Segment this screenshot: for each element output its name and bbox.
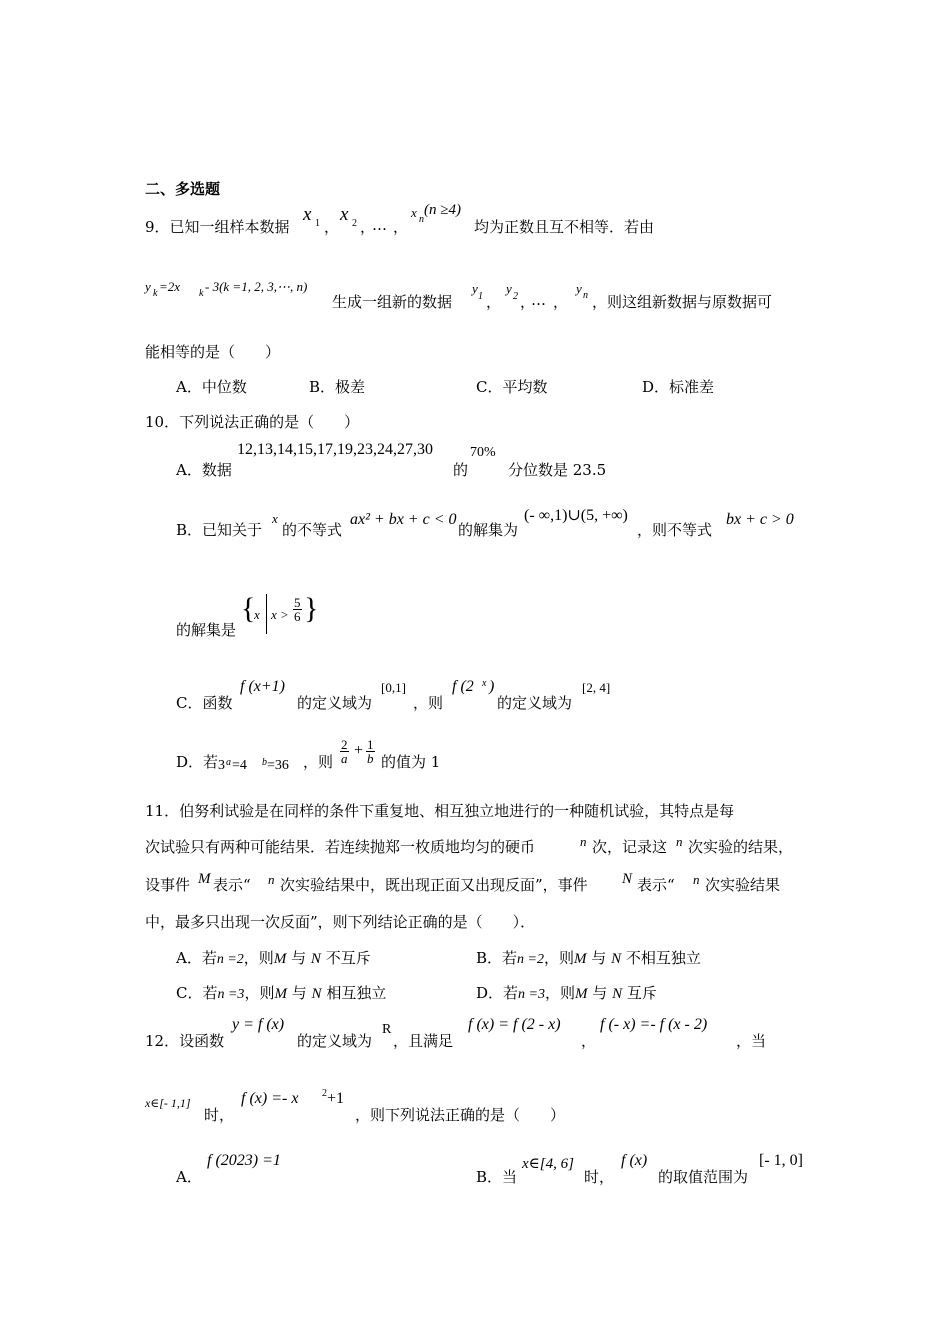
q10-c-int2: [2, 4]	[582, 680, 611, 695]
q9-tail2: 能相等的是（ ）	[145, 343, 281, 361]
q10-b-fraction	[293, 596, 302, 623]
q9-ellipsis: …	[372, 216, 387, 234]
q11-opt-b-pre: B．若	[476, 949, 518, 967]
q11-opt-c	[176, 982, 386, 1003]
q10-c-dom: 的定义域为	[297, 694, 373, 712]
q11-opt-c-M: M	[274, 986, 287, 1002]
q11-n-3: n	[268, 872, 275, 887]
q12-prefix: 12．设函数	[145, 1032, 225, 1050]
q9-option-c: C．平均数	[476, 378, 548, 396]
q11-opt-c-pre: C．若	[176, 984, 218, 1002]
q10-b-then: ，则不等式	[637, 521, 713, 539]
q11-opt-b-and: 与	[591, 949, 607, 967]
q9-option-d: D．标准差	[642, 378, 715, 396]
q11-opt-b	[476, 947, 701, 968]
q10-d-b: b	[262, 757, 267, 768]
q9-mid: 均为正数且互不相等．若由	[474, 218, 655, 236]
q9-ycomma3: ，	[553, 293, 569, 311]
q10-a-tail: 分位数是 23.5	[508, 461, 607, 479]
q11-opt-d-pre: D．若	[476, 984, 519, 1002]
q11-opt-c-cond: n =3	[217, 987, 245, 1002]
q9-comma2: ，	[360, 218, 376, 236]
q11-opt-c-then: ，则	[244, 984, 275, 1002]
q9-option-a: A．中位数	[176, 378, 247, 396]
q12-opt-b-x: x∈[4, 6]	[522, 1156, 574, 1172]
q11-opt-a-M: M	[273, 951, 287, 967]
q10-c-then: ，则	[413, 694, 444, 712]
q10-c-f2-close: )	[489, 678, 495, 695]
q11-opt-b-M: M	[574, 951, 587, 967]
q10-b-line2: 的解集是	[176, 621, 237, 639]
q9-formula-eq: =2x	[159, 279, 181, 294]
q11-line3c: 次实验结果中，既出现正面又出现反面”，事件	[280, 876, 588, 894]
q12-fx-sup: 2	[322, 1088, 327, 1099]
q9-x2-sub: 2	[352, 218, 357, 229]
q10-c-int1: [0,1]	[381, 680, 406, 695]
q9-xn-sub: n	[419, 214, 424, 225]
q11-opt-b-cond: n =2	[517, 952, 544, 967]
q12-opt-b-f: f (x)	[621, 1152, 648, 1169]
q12-opt-b-int: [- 1, 0]	[759, 1152, 803, 1169]
q12-opt-a-label: A．	[176, 1168, 202, 1186]
q10-c-f2-sup: x	[482, 678, 487, 689]
q11-n-1: n	[580, 834, 587, 849]
q11-opt-a-tail: 不互斥	[325, 949, 371, 967]
q9-x2: x	[340, 204, 349, 225]
q9-x1-sub: 1	[315, 218, 320, 229]
q9-y1-sub: 1	[478, 291, 483, 302]
q9-prefix: 9．已知一组样本数据	[145, 218, 290, 236]
q9-y2-sub: 2	[513, 291, 518, 302]
q11-line3d: 表示“	[637, 876, 675, 894]
q12-shi: 时，	[204, 1106, 235, 1124]
q11-line2c: 次实验的结果，	[688, 838, 794, 856]
q12-sat: ，且满足	[393, 1032, 454, 1050]
q11-line3b: 表示“	[213, 876, 251, 894]
q10-d-fraction-1	[340, 738, 349, 765]
q11-opt-c-tail: 相互独立	[326, 984, 387, 1002]
q9-yellipsis: …	[531, 291, 546, 309]
q10-d-4: =4	[232, 758, 247, 773]
q10-b-x: x	[272, 511, 278, 526]
q11-opt-b-N: N	[611, 951, 622, 967]
q12-cond1: f (x) = f (2 - x)	[468, 1016, 561, 1033]
q11-opt-a-then: ，则	[243, 949, 274, 967]
q11-line4: 中，最多只出现一次反面”，则下列结论正确的是（ ）．	[145, 913, 536, 931]
left-brace: {	[241, 592, 256, 625]
fraction-numerator: 1	[367, 737, 374, 752]
fraction-denominator: a	[341, 751, 348, 766]
q9-xn: x	[411, 205, 417, 220]
q9-yn-sub: n	[583, 290, 588, 301]
q11-opt-b-then: ，则	[543, 949, 574, 967]
q10-d-a: a	[226, 757, 231, 768]
q12-opt-b-shi: 时，	[584, 1168, 615, 1186]
fraction-numerator: 2	[341, 737, 348, 752]
q11-line1: 11．伯努利试验是在同样的条件下重复地、相互独立地进行的一种随机试验，其特点是每	[145, 802, 735, 820]
q12-opt-b-pre: B．当	[476, 1168, 518, 1186]
q10-d-plus: +	[354, 742, 364, 759]
q12-when: ，当	[736, 1032, 767, 1050]
q10-d-tail: 的值为 1	[381, 753, 441, 771]
q11-opt-d-tail: 互斥	[626, 984, 657, 1002]
q11-opt-a-pre: A．若	[176, 949, 217, 967]
q9-xn-cond: (n ≥4)	[424, 202, 461, 218]
q10-b-sol: 的解集为	[458, 521, 519, 539]
q12-opt-a-expr: f (2023) =1	[207, 1152, 281, 1169]
set-divider	[266, 594, 267, 634]
right-brace: }	[304, 592, 319, 625]
q12-cond2: f (- x) =- f (x - 2)	[600, 1016, 708, 1033]
q11-opt-d	[476, 982, 657, 1003]
q10-b-ineq2: bx + c > 0	[726, 511, 794, 528]
q12-R: R	[382, 1022, 392, 1037]
q12-then: ，则下列说法正确的是（ ）	[355, 1106, 566, 1124]
q11-n-2: n	[676, 834, 683, 849]
q11-opt-a	[176, 947, 371, 968]
q10-a-of: 的	[453, 461, 469, 479]
q10-b-prefix: B．已知关于	[176, 521, 263, 539]
q11-M: M	[198, 871, 211, 887]
q11-line3e: 次实验结果	[705, 876, 781, 894]
q11-opt-a-N: N	[310, 951, 321, 967]
q9-yn: y	[576, 281, 582, 296]
q9-ycomma1: ，	[486, 293, 502, 311]
q9-y1: y	[472, 281, 478, 296]
q10-a-data: 12,13,14,15,17,19,23,24,27,30	[237, 441, 433, 458]
q11-line2a: 次试验只有两种可能结果．若连续抛郑一枚质地均匀的硬币	[145, 838, 536, 856]
q11-opt-d-N: N	[612, 986, 623, 1002]
q11-opt-a-and: 与	[291, 949, 307, 967]
q11-opt-d-M: M	[575, 986, 588, 1002]
q9-tail: ，则这组新数据与原数据可	[592, 293, 773, 311]
q10-b-ineq: ax² + bx + c < 0	[350, 511, 457, 528]
q10-d-then: ，则	[303, 753, 334, 771]
q10-c-dom2: 的定义域为	[497, 694, 573, 712]
q12-fx: f (x) =- x	[241, 1090, 299, 1107]
q11-N: N	[622, 871, 633, 887]
q12-dom: 的定义域为	[297, 1032, 373, 1050]
q10-b-mid: 的不等式	[282, 521, 343, 539]
q11-opt-d-cond: n =3	[518, 987, 545, 1002]
q11-line2b: 次，记录这	[592, 838, 668, 856]
section-title: 二、多选题	[145, 180, 221, 198]
q10-c-f1: f (x+1)	[240, 678, 285, 695]
q11-opt-b-tail: 不相互独立	[625, 949, 701, 967]
fraction-numerator: 5	[294, 595, 301, 610]
q11-n-4: n	[693, 872, 700, 887]
q10-b-set: (- ∞,1)∪(5, +∞)	[524, 507, 628, 524]
q9-y2: y	[506, 281, 512, 296]
q12-opt-b-range: 的取值范围为	[658, 1168, 749, 1186]
q9-gen: 生成一组新的数据	[332, 293, 453, 311]
q9-formula-k2: k	[199, 288, 204, 299]
q12-fx-tail: +1	[327, 1090, 345, 1107]
q11-opt-c-N: N	[311, 986, 322, 1002]
q11-opt-c-and: 与	[291, 984, 307, 1002]
q11-line3a: 设事件	[145, 876, 191, 894]
q10-a-pct: 70%	[470, 445, 496, 460]
q10-d-3: 3	[218, 758, 225, 773]
q9-option-b: B．极差	[309, 378, 366, 396]
q10-b-ans-cond: x >	[271, 607, 289, 622]
q10-a-prefix: A．数据	[176, 461, 232, 479]
q11-opt-a-cond: n =2	[216, 952, 244, 967]
q9-formula-y: y	[145, 279, 151, 294]
q9-ycomma2: ，	[520, 293, 536, 311]
q10-c-f2: f (2	[452, 678, 474, 695]
q10-d-36: =36	[267, 758, 289, 773]
q10-b-ans-x: x	[254, 607, 260, 622]
q11-opt-d-then: ，则	[544, 984, 575, 1002]
q10-c-prefix: C．函数	[176, 694, 233, 712]
q9-formula-tail: - 3(k =1, 2, 3,⋯, n)	[205, 279, 308, 294]
q9-comma1: ，	[324, 218, 340, 236]
q12-comma: ，	[581, 1032, 597, 1050]
q12-y-eq: y = f (x)	[232, 1016, 285, 1033]
q9-x1: x	[303, 204, 312, 225]
q10-d-prefix: D．若	[176, 753, 219, 771]
fraction-denominator: b	[367, 751, 374, 766]
q10-d-fraction-2	[366, 738, 375, 765]
fraction-denominator: 6	[294, 609, 301, 624]
q12-x-in: x∈[- 1,1]	[145, 1096, 191, 1110]
q9-comma3: ，	[393, 218, 409, 236]
q11-opt-d-and: 与	[592, 984, 608, 1002]
q10-stem: 10．下列说法正确的是（ ）	[145, 413, 360, 431]
q9-formula-k: k	[153, 288, 158, 299]
